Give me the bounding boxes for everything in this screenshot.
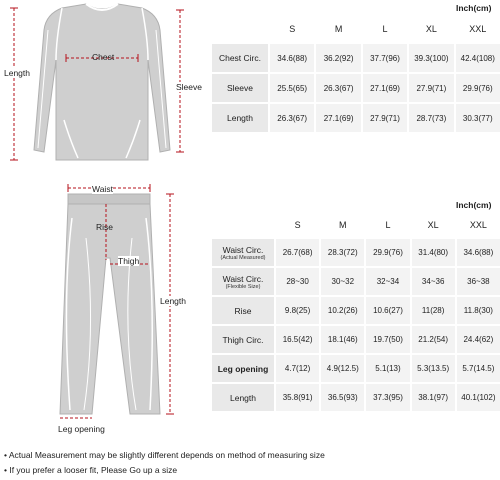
table-cell: 30~32 xyxy=(321,268,364,295)
table-cell: 34~36 xyxy=(412,268,455,295)
table-cell: 42.4(108) xyxy=(456,44,500,72)
table-cell: 4.7(12) xyxy=(276,355,319,382)
table-cell: 18.1(46) xyxy=(321,326,364,353)
table-cell: 37.3(95) xyxy=(366,384,409,411)
size-header: M xyxy=(316,16,360,42)
table-cell: 26.3(67) xyxy=(270,104,314,132)
size-header: XL xyxy=(412,213,455,237)
row-label-sub: (Flexible Size) xyxy=(225,283,261,290)
row-label xyxy=(212,268,274,295)
row-label: Chest Circ. xyxy=(212,44,268,72)
table-row xyxy=(212,104,500,132)
table-row xyxy=(212,326,500,353)
sleeve-label: Sleeve xyxy=(176,82,202,92)
row-label: Leg opening xyxy=(212,355,274,382)
top-table-unit: Inch(cm) xyxy=(456,3,492,13)
row-label: Length xyxy=(212,104,268,132)
table-cell: 40.1(102) xyxy=(457,384,500,411)
table-cell: 26.3(67) xyxy=(316,74,360,102)
note-measurement: • Actual Measurement may be slightly different depends on method of measuring size xyxy=(4,450,325,460)
size-header: L xyxy=(366,213,409,237)
row-label-main: Waist Circ. xyxy=(222,244,264,255)
table-cell: 35.8(91) xyxy=(276,384,319,411)
note-fit: • If you prefer a looser fit, Please Go up a size xyxy=(4,465,178,475)
row-label: Sleeve xyxy=(212,74,268,102)
table-cell: 38.1(97) xyxy=(412,384,455,411)
shirt-figure xyxy=(0,0,212,170)
size-header: L xyxy=(363,16,407,42)
row-label: Length xyxy=(212,384,274,411)
row-label xyxy=(212,239,274,266)
table-cell: 5.7(14.5) xyxy=(457,355,500,382)
notes xyxy=(4,448,500,478)
pants-figure xyxy=(0,178,212,440)
table-cell: 32~34 xyxy=(366,268,409,295)
table-cell: 9.8(25) xyxy=(276,297,319,324)
table-row xyxy=(212,44,500,72)
table-cell: 31.4(80) xyxy=(412,239,455,266)
table-cell: 34.6(88) xyxy=(457,239,500,266)
pants-length-label: Length xyxy=(160,296,186,306)
waist-label: Waist xyxy=(92,184,113,194)
table-cell: 27.9(71) xyxy=(409,74,453,102)
pants-illustration xyxy=(0,178,212,440)
size-header: M xyxy=(321,213,364,237)
row-label-sub: (Actual Measured) xyxy=(220,254,266,261)
table-row xyxy=(212,384,500,411)
table-cell: 4.9(12.5) xyxy=(321,355,364,382)
chest-label: Chest xyxy=(92,52,115,62)
table-row xyxy=(212,239,500,266)
table-cell: 37.7(96) xyxy=(363,44,407,72)
table-cell: 11(28) xyxy=(412,297,455,324)
corner-cell xyxy=(212,16,268,42)
table-cell: 16.5(42) xyxy=(276,326,319,353)
thigh-label: Thigh xyxy=(118,256,140,266)
size-header: XXL xyxy=(457,213,500,237)
rise-label: Rise xyxy=(96,222,114,232)
table-cell: 36.2(92) xyxy=(316,44,360,72)
table-cell: 27.9(71) xyxy=(363,104,407,132)
table-cell: 27.1(69) xyxy=(316,104,360,132)
table-cell: 19.7(50) xyxy=(366,326,409,353)
table-cell: 21.2(54) xyxy=(412,326,455,353)
table-cell: 28.3(72) xyxy=(321,239,364,266)
size-header: S xyxy=(276,213,319,237)
table-cell: 24.4(62) xyxy=(457,326,500,353)
table-cell: 28~30 xyxy=(276,268,319,295)
table-cell: 27.1(69) xyxy=(363,74,407,102)
table-cell: 25.5(65) xyxy=(270,74,314,102)
size-header: XXL xyxy=(456,16,500,42)
table-cell: 36.5(93) xyxy=(321,384,364,411)
table-cell: 10.2(26) xyxy=(321,297,364,324)
row-label: Rise xyxy=(212,297,274,324)
table-row xyxy=(212,355,500,382)
table-row xyxy=(212,74,500,102)
table-cell: 36~38 xyxy=(457,268,500,295)
corner-cell xyxy=(212,213,274,237)
size-header: S xyxy=(270,16,314,42)
table-cell: 30.3(77) xyxy=(456,104,500,132)
row-label: Thigh Circ. xyxy=(212,326,274,353)
table-row xyxy=(212,268,500,295)
table-cell: 34.6(88) xyxy=(270,44,314,72)
table-cell: 26.7(68) xyxy=(276,239,319,266)
table-cell: 28.7(73) xyxy=(409,104,453,132)
bottom-table-unit: Inch(cm) xyxy=(456,200,492,210)
size-header: XL xyxy=(409,16,453,42)
table-row xyxy=(212,297,500,324)
length-label: Length xyxy=(4,68,30,78)
table-cell: 10.6(27) xyxy=(366,297,409,324)
table-cell: 11.8(30) xyxy=(457,297,500,324)
table-cell: 5.3(13.5) xyxy=(412,355,455,382)
table-cell: 29.9(76) xyxy=(456,74,500,102)
leg-opening-label: Leg opening xyxy=(58,424,105,434)
bottom-size-table xyxy=(210,211,500,413)
table-cell: 39.3(100) xyxy=(409,44,453,72)
row-label-main: Waist Circ. xyxy=(222,273,264,284)
table-cell: 29.9(76) xyxy=(366,239,409,266)
table-cell: 5.1(13) xyxy=(366,355,409,382)
top-size-table xyxy=(210,14,500,134)
